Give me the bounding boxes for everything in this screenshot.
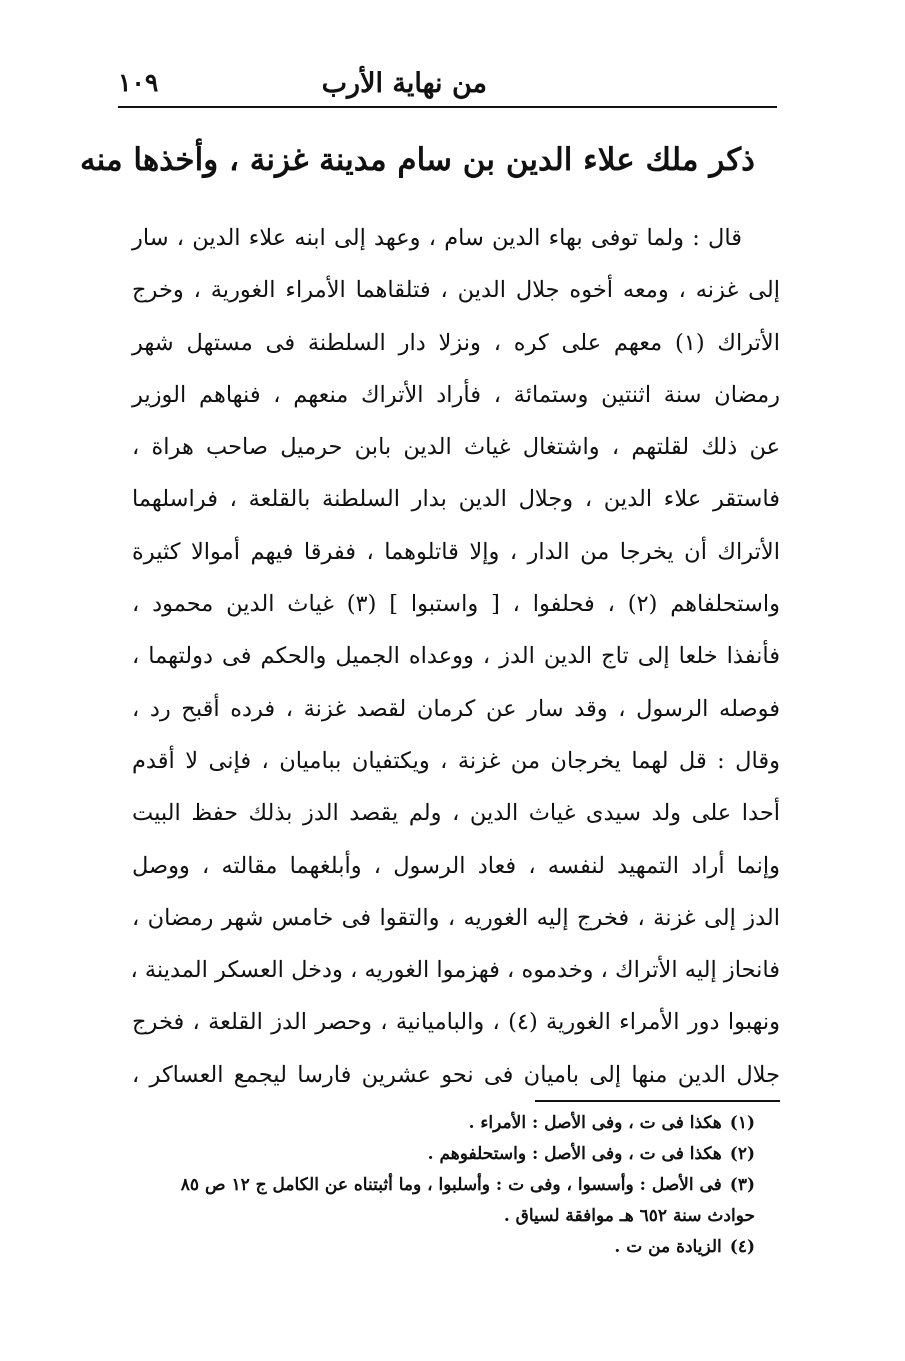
footnotes	[132, 1108, 755, 1263]
footnote	[132, 1139, 755, 1170]
footnote	[132, 1108, 755, 1139]
body-line: الدز إلى غزنة ، فخرج إليه الغوريه ، والتقوا فى خامس شهر رمضان ،	[132, 904, 780, 931]
footnote-text: فى الأصل : وأسسوا ، وفى ت : وأسلبوا ، وما أثبتناه عن الكامل ج ١٢ ص ٨٥	[180, 1175, 722, 1195]
body-line: وقال : قل لهما يخرجان من غزنة ، ويكتفيان بباميان ، فإنى لا أقدم	[132, 747, 780, 774]
footnote-text: حوادث سنة ٦٥٢ هـ موافقة لسياق .	[503, 1206, 755, 1226]
footnote-text: هكذا فى ت ، وفى الأصل : الأمراء .	[468, 1113, 722, 1133]
footnote-text: هكذا فى ت ، وفى الأصل : واستحلفوهم .	[427, 1144, 722, 1164]
body-line: إلى غزنه ، ومعه أخوه جلال الدين ، فتلقاهما الأمراء الغورية ، وخرج	[132, 277, 780, 304]
running-title: من نهاية الأرب	[321, 68, 487, 99]
body-line: ونهبوا دور الأمراء الغورية (٤) ، والباميانية ، وحصر الدز القلعة ، فخرج	[132, 1009, 780, 1036]
body-line: فانحاز إليه الأتراك ، وخدموه ، فهزموا الغوريه ، ودخل العسكر المدينة ،	[130, 957, 780, 984]
body-line: الأتراك (١) معهم على كره ، ونزلا دار السلطنة فى مستهل شهر	[132, 329, 780, 356]
footnote-rule	[535, 1100, 780, 1102]
chapter-title: ذكر ملك علاء الدين بن سام مدينة غزنة ، وأخذها منه	[80, 142, 755, 178]
body-line: فوصله الرسول ، وقد سار عن كرمان لقصد غزنة ، فرده أقبح رد ،	[132, 695, 780, 722]
footnote	[132, 1170, 755, 1201]
footnote-text: الزيادة من ت .	[614, 1237, 722, 1257]
body-line: رمضان سنة اثنتين وستمائة ، فأراد الأتراك منعهم ، فنهاهم الوزير	[132, 381, 780, 408]
body-line: عن ذلك لقلتهم ، واشتغال غياث الدين بابن حرميل صاحب هراة ،	[132, 434, 780, 461]
footnote-marker: (٣)	[729, 1175, 755, 1195]
footnote-marker: (٤)	[729, 1237, 755, 1257]
body-line: وإنما أراد التمهيد لنفسه ، فعاد الرسول ، وأبلغهما مقالته ، ووصل	[132, 852, 780, 879]
body-line: واستحلفاهم (٢) ، فحلفوا ، [ واستبوا ] (٣) غياث الدين محمود ،	[132, 591, 780, 618]
body-line: أحدا على ولد سيدى غياث الدين ، ولم يقصد الدز بذلك حفظ البيت	[132, 800, 780, 827]
footnote-marker: (١)	[729, 1113, 755, 1133]
page-number: ١٠٩	[118, 68, 159, 97]
footnote	[132, 1232, 755, 1263]
footnote-continuation	[132, 1201, 755, 1232]
body-line: قال : ولما توفى بهاء الدين سام ، وعهد إلى ابنه علاء الدين ، سار	[132, 225, 742, 251]
footnote-marker: (٢)	[729, 1144, 755, 1164]
body-line: فاستقر علاء الدين ، وجلال الدين بدار السلطنة بالقلعة ، فراسلهما	[132, 486, 780, 513]
running-header	[118, 62, 777, 106]
header-rule	[118, 106, 777, 108]
body-line: الأتراك أن يخرجا من الدار ، وإلا قاتلوهما ، ففرقا فيهم أموالا كثيرة	[132, 538, 780, 565]
body-text	[132, 212, 780, 1101]
body-line: جلال الدين منها إلى باميان فى نحو عشرين فارسا ليجمع العساكر ،	[132, 1061, 780, 1088]
body-line: فأنفذا خلعا إلى تاج الدين الدز ، ووعداه الجميل والحكم فى دولتهما ،	[132, 643, 780, 670]
